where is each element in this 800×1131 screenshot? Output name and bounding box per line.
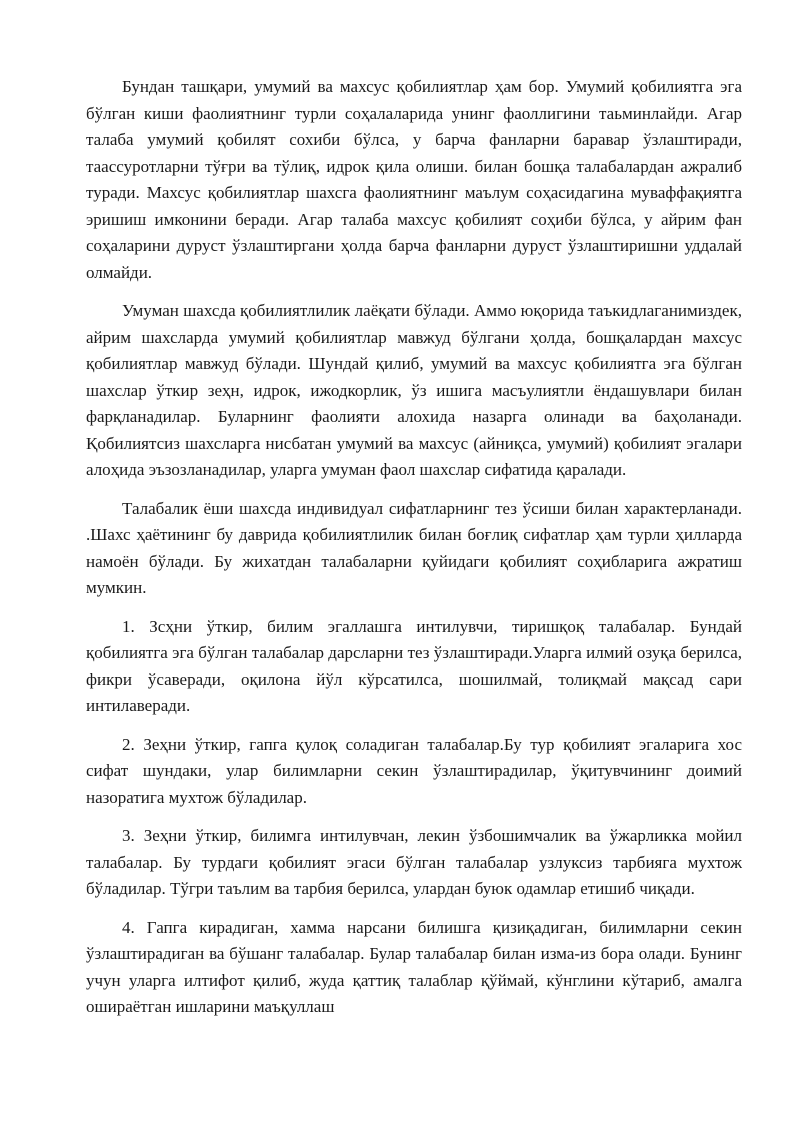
paragraph-student-age: Талабалик ёши шахсда индивидуал сифатларнинг тез ўсиши билан характерланади. .Шахс ҳаётининг бу даврида қобилиятлилик билан боғлиқ сифатлар ҳам турли ҳилларда намоён бўлади. Бу жихатдан талабаларни қуйидаги қобилият соҳибларига ажратиш мумкин. <box>86 498 742 597</box>
list-item-type-4: 4. Гапга кирадиган, хамма нарсани билишга қизиқадиган, билимларни секин ўзлаштирадиган ва бўшанг талабалар. Булар талабалар билан изма-из бора олади. Бунинг учун уларга илтифот қилиб, жуда қаттиқ талаблар қўймай, кўнглини кўтариб, амалга ошираётган ишларини маъқуллаш <box>86 917 742 1016</box>
list-item-type-2: 2. Зеҳни ўткир, гапга қулоқ соладиган талабалар.Бу тур қобилият эгаларига хос сифат шундаки, улар билимларни секин ўзлаштирадилар, ўқитувчининг доимий назоратига мухтож бўладилар. <box>86 734 742 807</box>
list-item-type-3: 3. Зеҳни ўткир, билимга интилувчан, лекин ўзбошимчалик ва ўжарликка мойил талабалар. Бу турдаги қобилият эгаси бўлган талабалар узлуксиз тарбияга мухтож бўладилар. Тўгри таълим ва тарбия берилса, улардан буюк одамлар етишиб чиқади. <box>86 826 742 898</box>
list-item-type-1: 1. Зсҳни ўткир, билим эгаллашга интилувчи, тиришқоқ талабалар. Бундай қобилиятга эга бўлган талабалар дарсларни тез ўзлаштиради.Уларга илмий озуқа берилса, фикри ўсаверади, оқилона йўл кўрсатилса, шошилмай, толиқмай мақсад сари интилаверади. <box>86 616 742 715</box>
document-page <box>86 74 742 1033</box>
paragraph-ability-aptitude: Умуман шахсда қобилиятлилик лаёқати бўлади. Аммо юқорида таъкидлаганимиздек, айрим шахсларда умумий қобилиятлар мавжуд бўлгани ҳолда, бошқалардан махсус қобилиятлар мавжуд бўлади. Шундай қилиб, умумий ва махсус қобилиятга эга бўлган шахслар ўткир зеҳн, идрок, ижодкорлик, ўз ишига масъулиятли ёндашувлари билан фарқланадилар. Буларнинг фаолияти алохида назарга олинади ва баҳоланади. Қобилиятсиз шахсларга нисбатан умумий ва махсус (айниқса, умумий) қобилият эгалари алоҳида эъзозланадилар, уларга умуман фаол шахслар сифатида қаралади. <box>86 301 742 479</box>
paragraph-general-special-abilities: Бундан ташқари, умумий ва махсус қобилиятлар ҳам бор. Умумий қобилиятга эга бўлган киши фаолиятнинг турли соҳалаларида унинг фаоллигини таьминлайди. Агар талаба умумий қобилят сохиби бўлса, у барча фанларни баравар ўзлаштиради, таассуротларни тўғри ва тўлиқ, идрок қила олиши. билан бошқа талабалардан ажралиб туради. Махсус қобилиятлар шахсга фаолиятнинг маълум соҳасидагина муваффақиятга эришиш имконини беради. Агар талаба махсус қобилият соҳиби бўлса, у айрим фан соҳаларини дуруст ўзлаштиргани ҳолда барча фанларни дуруст ўзлаштиришни уддалай олмайди. <box>86 77 742 282</box>
